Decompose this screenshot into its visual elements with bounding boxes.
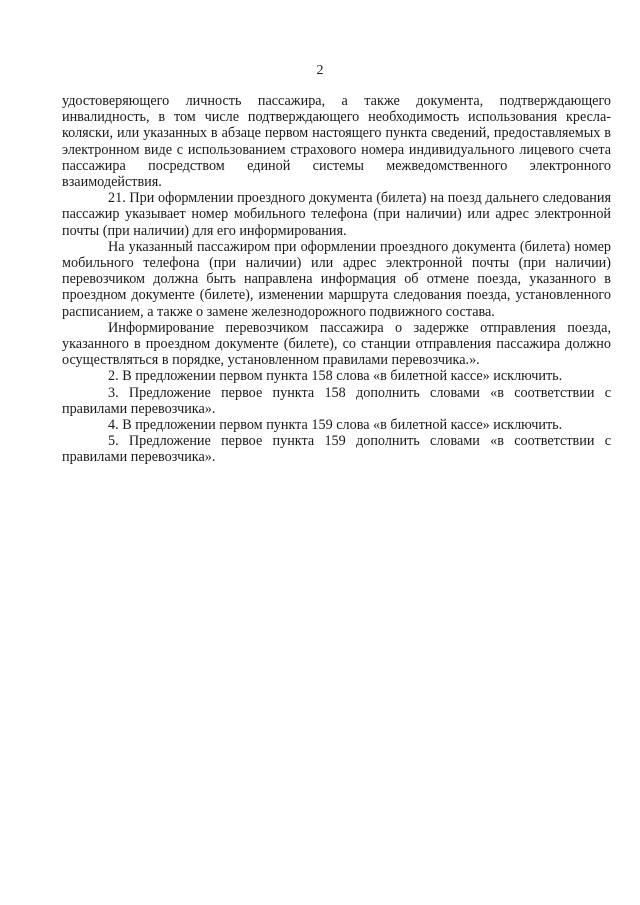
paragraph-notification: На указанный пассажиром при оформлении проездного документа (билета) номер мобильного телефона (при наличии) или адрес электронной почты (при наличии) перевозчиком должна быть направлена информация об отмене поезда, указанного в проездном документе (билете), изменении маршрута следования поезда, установленного расписанием, а также о замене железнодорожного подвижного состава. [62, 238, 611, 320]
paragraph-amendment-5: 5. Предложение первое пункта 159 дополнить словами «в соответствии с правилами перевозчика». [62, 433, 611, 466]
paragraph-item-21: 21. При оформлении проездного документа (билета) на поезд дальнего следования пассажир указывает номер мобильного телефона (при наличии) или адрес электронной почты (при наличии) для его информирования. [62, 190, 611, 239]
paragraph-amendment-3: 3. Предложение первое пункта 158 дополнить словами «в соответствии с правилами перевозчика». [62, 384, 611, 417]
page-number: 2 [316, 63, 324, 78]
document-body [62, 93, 611, 466]
paragraph-continuation: удостоверяющего личность пассажира, а также документа, подтверждающего инвалидность, в том числе подтверждающего необходимость использования кресла-коляски, или указанных в абзаце первом настоящего пункта сведений, предоставляемых в электронном виде с использованием страхового номера индивидуального лицевого счета пассажира посредством единой системы межведомственного электронного взаимодействия. [62, 93, 611, 191]
paragraph-amendment-2: 2. В предложении первом пункта 158 слова «в билетной кассе» исключить. [108, 368, 563, 385]
paragraph-delay-info: Информирование перевозчиком пассажира о задержке отправления поезда, указанного в проездном документе (билете), со станции отправления пассажира должно осуществляться в порядке, установленном правилами перевозчика.». [62, 319, 611, 369]
paragraph-amendment-4: 4. В предложении первом пункта 159 слова «в билетной кассе» исключить. [108, 417, 563, 434]
